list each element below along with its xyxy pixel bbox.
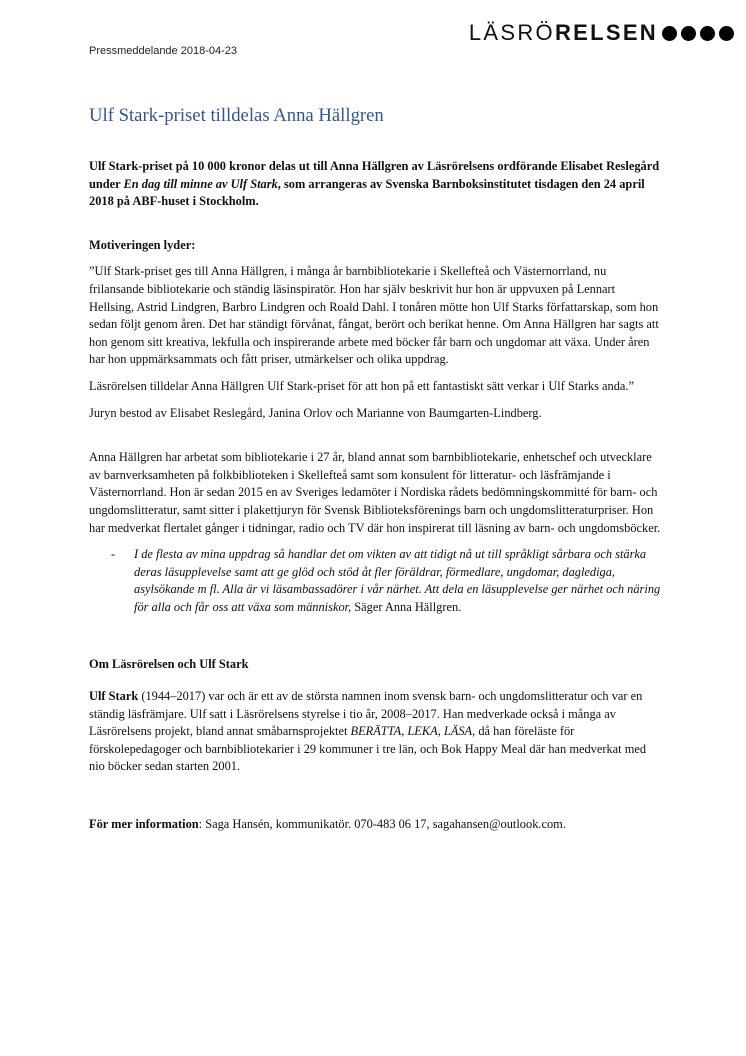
contact-text: : Saga Hansén, kommunikatör. 070-483 06 17, sagahansen@outlook.com. xyxy=(198,817,566,832)
jury-paragraph: Juryn bestod av Elisabet Reslegård, Janina Orlov och Marianne von Baumgarten-Lindberg. xyxy=(89,405,542,420)
about-text-end: , då han föreläste för förskolepedagoger och barnbibliotekarier i 29 kommuner i tre län, och Bok Happy Meal där han medverkat med nio böcker sedan starten 2001. xyxy=(89,724,647,774)
logo-dot xyxy=(700,26,715,41)
lead-event-name: En dag till minne av Ulf Stark xyxy=(123,176,278,191)
logo-text-thin: LÄSRÖ xyxy=(468,20,555,45)
logo-dots xyxy=(662,26,734,41)
contact-paragraph xyxy=(89,816,661,834)
page-title: Ulf Stark-priset tilldelas Anna Hällgren xyxy=(89,105,384,126)
lead-paragraph xyxy=(89,158,661,211)
quote-text xyxy=(134,546,661,616)
about-name: Ulf Stark xyxy=(89,689,139,704)
logo-dot xyxy=(681,26,696,41)
quote-attribution: Säger Anna Hällgren. xyxy=(351,599,462,614)
bio-paragraph: Anna Hällgren har arbetat som bibliotekarie i 27 år, bland annat som barnbibliotekarie, enhetschef och utvecklare av barnverksamheten på folkbiblioteken i Skellefteå samt som konsulent för litteratur- och läsfrämjande i Västernorrland. Hon är sedan 2015 en av Sveriges ledamöter i Nordiska rådets bedömningskommitté för barn- och ungdomslitteratur, samt sitter i plakettjuryn för Svensk Biblioteksförenings barn och ungdomslitteraturpriser. Hon har medverkat flertalet gånger i tidningar, radio och TV där hon inspirerat till läsning av barn- och ungdomsböcker. xyxy=(89,450,661,535)
motivation-paragraph: ”Ulf Stark-priset ges till Anna Hällgren, i många år barnbibliotekarie i Skellefteå och Västernorrland, nu frilansande bibliotekarie och ständig läsinspiratör. Hon har själv beskrivit hur hon är uppvuxen på Lennart Hellsing, Astrid Lindgren, Barbro Lindgren och Roald Dahl. I tonåren mötte hon Ulf Starks författarskap, som hon sedan följt genom åren. Det har ständigt förvånat, fångat, berört och berikat henne. Om Anna Hällgren har sagts att hon genom sitt kreativa, lekfulla och inspirerande arbete med böcker får barn och ungdomar att växa. Under åren har hon uppmärksammats och fått priser, utmärkelser och olika uppdrag. xyxy=(89,264,659,367)
about-paragraph xyxy=(89,688,661,776)
about-text: (1944–2017) var och är ett av de största namnen inom svensk barn- och ungdomslitteratur och var en ständig läsfrämjare. Ulf satt i Läsrörelsens styrelse i tio år, 2008–2017. Han medverkade också i många av Läsrörelsens projekt, bland annat småbarnsprojektet xyxy=(89,689,643,739)
press-release-date: Pressmeddelande 2018-04-23 xyxy=(89,45,237,57)
logo-dot xyxy=(662,26,677,41)
document-body xyxy=(89,104,661,834)
logo-dot xyxy=(719,26,734,41)
about-project-name: BERÄTTA, LEKA, LÄSA xyxy=(350,724,473,739)
quote-italic: I de flesta av mina uppdrag så handlar det om vikten av att tidigt nå ut till språkligt sårbara och stärka deras läsupplevelse samt att ge glöd och stöd åt fler föräldrar, förmedlare, ungdomar, daglediga, asylsökande m fl. Alla är vi läsambassadörer i vår närhet. Att dela en läsupplevelse ger närhet och näring för alla och får oss att växa som människor, xyxy=(134,547,661,614)
motivation-conclusion: Läsrörelsen tilldelar Anna Hällgren Ulf Stark-priset för att hon på ett fantastiskt sätt verkar i Ulf Starks anda.” xyxy=(89,378,635,393)
motivation-heading: Motiveringen lyder: xyxy=(89,237,196,252)
contact-label: För mer information xyxy=(89,817,199,832)
lead-text-end: , som arrangeras av Svenska Barnboksinstitutet tisdagen den 24 april 2018 på ABF-huset i Stockholm. xyxy=(89,176,645,209)
lead-text: Ulf Stark-priset på 10 000 kronor delas ut till Anna Hällgren av Läsrörelsens ordförande Elisabet Reslegård under xyxy=(89,159,660,191)
list-dash: - xyxy=(111,547,116,562)
logo-text-bold: RELSEN xyxy=(554,20,658,45)
quote-list-item xyxy=(89,546,661,616)
lasrorelsen-logo xyxy=(469,20,734,46)
about-heading: Om Läsrörelsen och Ulf Stark xyxy=(89,657,249,672)
